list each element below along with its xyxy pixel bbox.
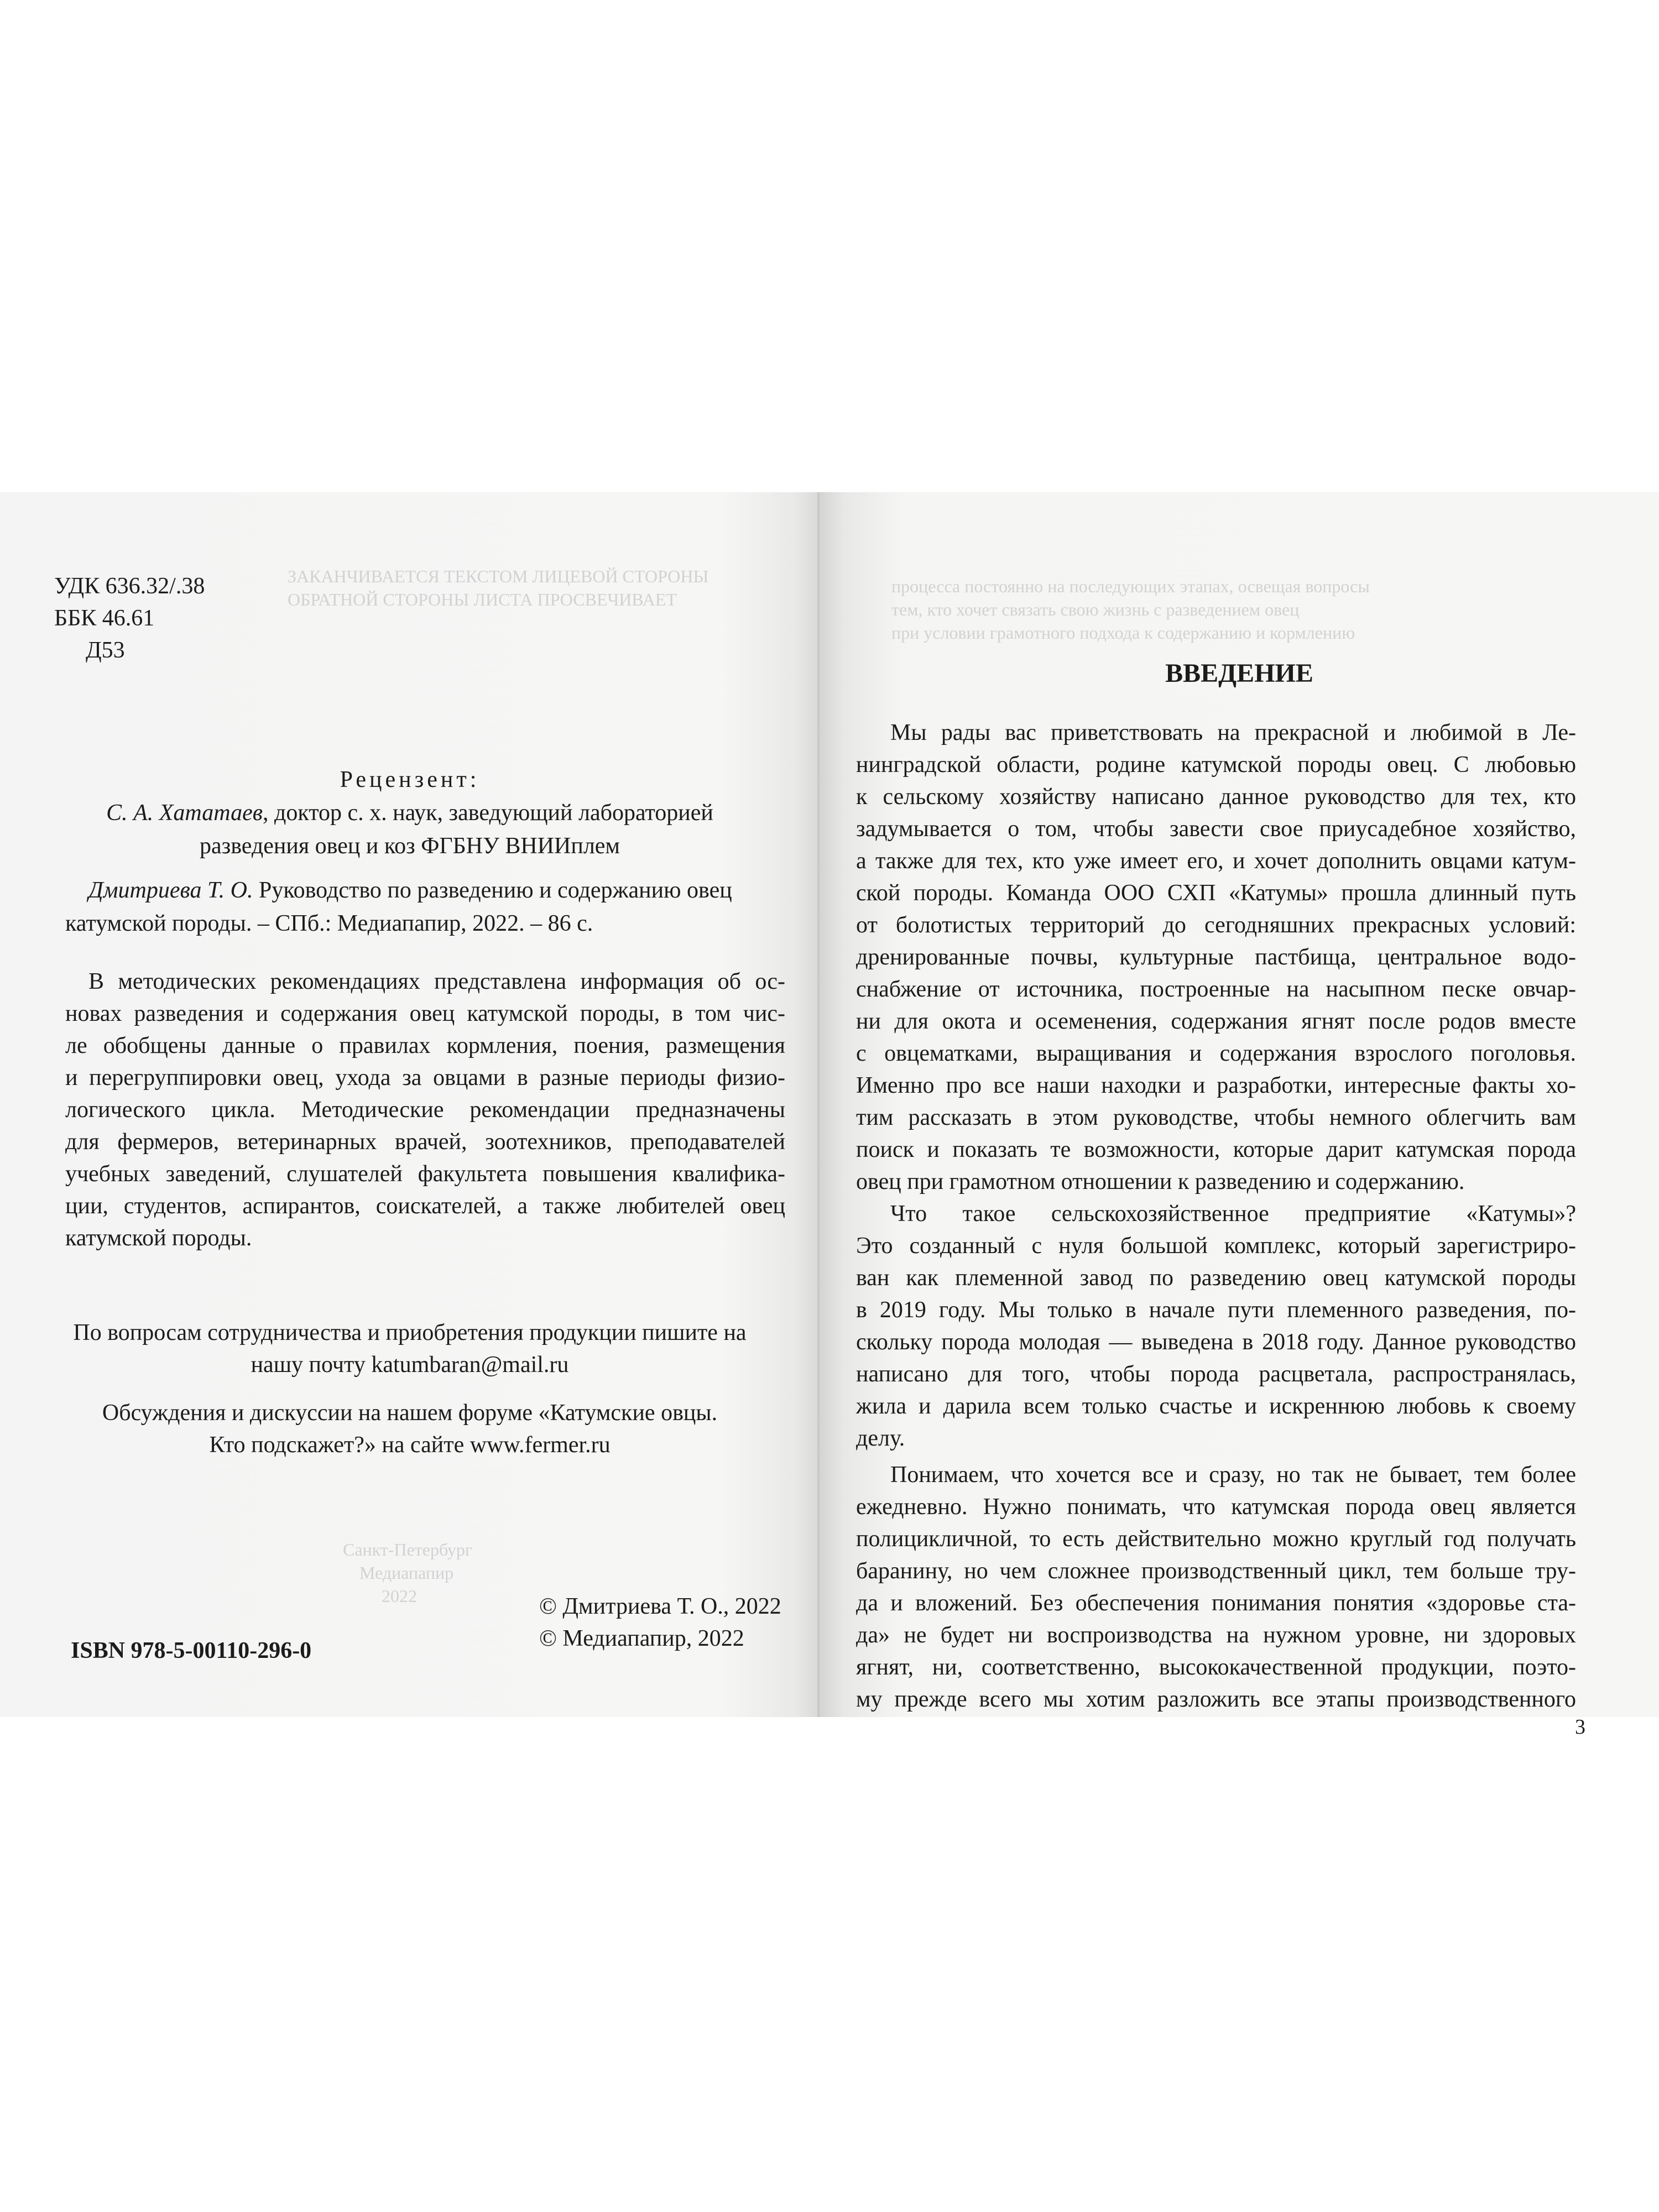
text-line: задумывается о том, чтобы завести свое приусадебное хозяйство, [856, 816, 1576, 842]
abstract-line: ции, студентов, аспирантов, соискателей, а также любителей овец [65, 1193, 785, 1219]
text-line: дренированные почвы, культурные пастбища, центральное водо- [856, 945, 1576, 970]
text-line: делу. [856, 1426, 905, 1451]
text-line: Именно про все наши находки и разработки, интересные факты хо- [856, 1073, 1576, 1098]
reviewer-name: С. А. Хататаев [106, 800, 263, 826]
abstract-line: учебных заведений, слушателей факультета повышения квалифика- [65, 1161, 785, 1187]
text-line: снабжение от источника, построенные на насыпном песке овчар- [856, 977, 1576, 1002]
text-line: Мы рады вас приветствовать на прекрасной и любимой в Ле- [890, 720, 1576, 745]
citation-line-2: катумской породы. – СПб.: Медиапапир, 2022. – 86 с. [65, 911, 593, 936]
bleed-through-text: 2022 [382, 1586, 417, 1606]
text-line: овец при грамотном отношении к разведению и содержанию. [856, 1169, 1465, 1194]
abstract-line: и перегруппировки овец, ухода за овцами в разные периоды физио- [65, 1065, 785, 1091]
text-line: написано для того, чтобы порода расцветала, распространялась, [856, 1361, 1576, 1387]
author-mark: Д53 [86, 638, 125, 663]
text-line: Что такое сельскохозяйственное предприятие «Катумы»? [890, 1201, 1576, 1227]
reviewer-line-2: разведения овец и коз ФГБНУ ВНИИплем [199, 833, 620, 859]
text-line: в 2019 году. Мы только в начале пути племенного разведения, по- [856, 1297, 1576, 1323]
right-page [820, 492, 1659, 1739]
bleed-through-text: ОБРАТНОЙ СТОРОНЫ ЛИСТА ПРОСВЕЧИВАЕТ [288, 589, 677, 609]
abstract-line: логического цикла. Методические рекомендации предназначены [65, 1097, 785, 1123]
text-line: полицикличной, то есть действительно можно круглый год получать [856, 1526, 1576, 1552]
bleed-through-text: ЗАКАНЧИВАЕТСЯ ТЕКСТОМ ЛИЦЕВОЙ СТОРОНЫ [288, 566, 709, 586]
contact-line-1: По вопросам сотрудничества и приобретения продукции пишите на [73, 1320, 747, 1345]
text-line: ской породы. Команда ООО СХП «Катумы» прошла длинный путь [856, 880, 1576, 906]
copyright-publisher: © Медиапапир, 2022 [539, 1626, 744, 1651]
text-line: к сельскому хозяйству написано данное руководство для тех, кто [856, 784, 1576, 810]
reviewer-line-1 [0, 796, 820, 830]
abstract-line: ле обобщены данные о правилах кормления, поения, размещения [65, 1033, 785, 1058]
text-line: да и вложений. Без обеспечения понимания понятия «здоровье ста- [856, 1590, 1576, 1616]
reviewer-heading: Рецензент: [340, 767, 480, 792]
bleed-through-text: при условии грамотного подхода к содержанию и кормлению [891, 623, 1355, 643]
text-line: а также для тех, кто уже имеет его, и хочет дополнить овцами катум- [856, 848, 1576, 874]
citation-title: Руководство по разведению и содержанию овец [253, 878, 732, 903]
forum-line-2: Кто подскажет?» на сайте www.fermer.ru [209, 1432, 611, 1458]
abstract-line: В методических рекомендациях представлена информация об ос- [88, 969, 785, 994]
text-line: Понимаем, что хочется все и сразу, но так не бывает, тем более [890, 1462, 1576, 1488]
text-line: нинградской области, родине катумской породы овец. С любовью [856, 752, 1576, 778]
chapter-heading: ВВЕДЕНИЕ [1165, 659, 1313, 688]
text-line: с овцематками, выращивания и содержания взрослого поголовья. [856, 1041, 1576, 1066]
text-line: ежедневно. Нужно понимать, что катумская порода овец является [856, 1494, 1576, 1520]
contact-email-line: нашу почту katumbaran@mail.ru [251, 1352, 569, 1378]
book-spread [0, 492, 1659, 1739]
bleed-through-text: Медиапапир [359, 1563, 454, 1583]
bleed-through-text: процесса постоянно на последующих этапах, освещая вопросы [891, 576, 1370, 596]
bbk-code: ББК 46.61 [54, 606, 155, 631]
forum-line-1: Обсуждения и дискуссии на нашем форуме «Катумские овцы. [102, 1400, 718, 1426]
text-line: жила и дарила всем только счастье и искреннюю любовь к своему [856, 1394, 1576, 1419]
udk-code: УДК 636.32/.38 [54, 573, 205, 599]
text-line: ягнят, ни, соответственно, высококачественной продукции, поэто- [856, 1655, 1576, 1680]
text-line: от болотистых территорий до сегодняшних прекрасных условий: [856, 912, 1576, 938]
left-page [0, 492, 820, 1717]
abstract-line: новах разведения и содержания овец катумской породы, в том чис- [65, 1001, 785, 1026]
abstract-line: катумской породы. [65, 1225, 252, 1251]
text-line: да» не будет ни воспроизводства на нужном уровне, ни здоровых [856, 1623, 1576, 1648]
text-line: поиск и показать те возможности, которые дарит катумская порода [856, 1137, 1576, 1162]
reviewer-credentials: , доктор с. х. наук, заведующий лабораторией [262, 800, 713, 826]
bleed-through-text: тем, кто хочет связать свою жизнь с разведением овец [891, 599, 1300, 619]
text-line: ван как племенной завод по разведению овец катумской породы [856, 1265, 1576, 1291]
page-number: 3 [1575, 1715, 1585, 1739]
text-line: баранину, но чем сложнее производственный цикл, тем больше тру- [856, 1558, 1576, 1584]
bleed-through-text: Санкт-Петербург [343, 1540, 473, 1559]
text-line: ни для окота и осеменения, содержания ягнят после родов вместе [856, 1009, 1576, 1034]
text-line: скольку порода молодая — выведена в 2018 году. Данное руководство [856, 1329, 1576, 1355]
citation-author: Дмитриева Т. О. [88, 878, 253, 903]
citation-line-1 [88, 874, 732, 907]
copyright-author: © Дмитриева Т. О., 2022 [539, 1594, 781, 1619]
abstract-line: для фермеров, ветеринарных врачей, зоотехников, преподавателей [65, 1129, 785, 1155]
text-line: Это созданный с нуля большой комплекс, который зарегистриро- [856, 1233, 1576, 1259]
isbn: ISBN 978-5-00110-296-0 [71, 1638, 312, 1663]
text-line: тим рассказать в этом руководстве, чтобы немного облегчить вам [856, 1105, 1576, 1130]
text-line: му прежде всего мы хотим разложить все этапы производственного [856, 1687, 1576, 1712]
